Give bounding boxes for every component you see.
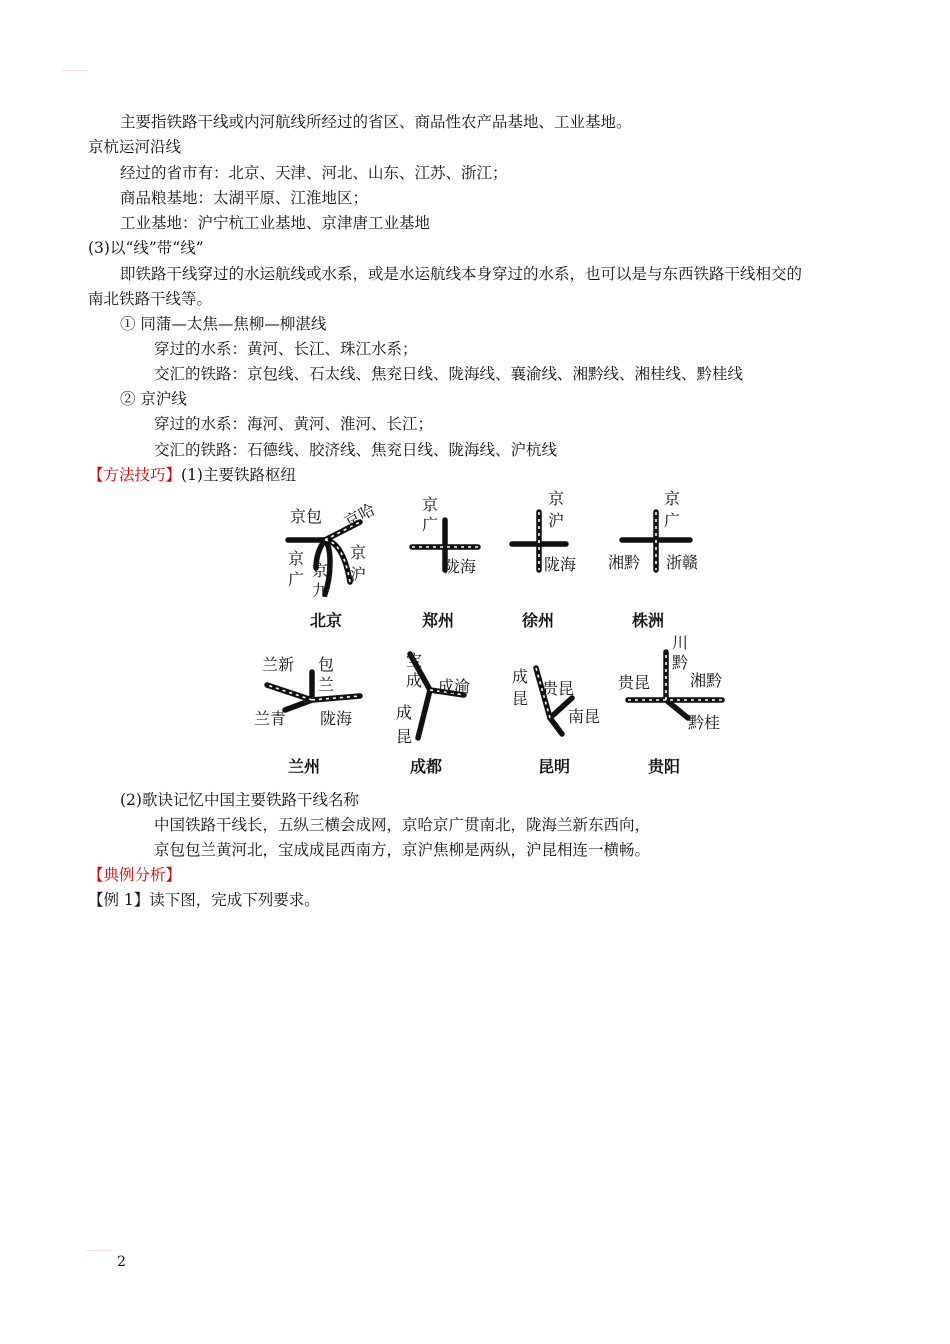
example-analysis-tag: 【典例分析】	[88, 866, 182, 884]
hub-zhuzhou	[608, 490, 698, 630]
label-guikun: 贵昆	[542, 679, 575, 698]
text-line: 工业基地：沪宁杭工业基地、京津唐工业基地	[120, 214, 431, 232]
hub-name: 郑州	[422, 611, 455, 630]
text-line: 即铁路干线穿过的水运航线或水系，或是水运航线本身穿过的水系，也可以是与东西铁路干线相交的	[120, 265, 803, 283]
label-jingjiu: 九	[312, 581, 329, 600]
label-baocheng: 宝	[406, 651, 423, 670]
label-jingguang: 广	[664, 511, 681, 530]
page-number: 2	[117, 1254, 126, 1270]
text-line: 京杭运河沿线	[88, 138, 182, 156]
hub-lanzhou	[254, 655, 360, 776]
example-prompt: 【例 1】读下图，完成下列要求。	[88, 891, 320, 909]
section-heading	[88, 465, 296, 485]
label-jingguang: 广	[288, 570, 305, 589]
hub-name: 北京	[310, 611, 343, 630]
label-jinghu: 沪	[548, 511, 565, 530]
hub-xuzhou	[512, 490, 576, 630]
hub-guiyang	[618, 633, 722, 776]
label-jinghu: 京	[350, 543, 367, 562]
hub-chengdu	[396, 651, 470, 776]
label-chengkun: 昆	[396, 727, 413, 746]
label-jingha: 京哈	[340, 499, 379, 532]
list-item: ② 京沪线	[120, 390, 187, 408]
method-title: (1)主要铁路枢纽	[181, 466, 296, 484]
label-nankun: 南昆	[568, 707, 601, 726]
label-longhai: 陇海	[444, 557, 477, 576]
label-jinghu: 沪	[350, 565, 367, 584]
method-tag: 【方法技巧】	[88, 466, 182, 484]
text-line: 商品粮基地：太湖平原、江淮地区；	[120, 189, 369, 207]
text-line: 交汇的铁路：石德线、胶济线、焦兖日线、陇海线、沪杭线	[154, 441, 558, 459]
label-zhegan: 浙赣	[666, 553, 699, 572]
label-chengkun: 成	[512, 667, 529, 686]
hub-name: 株洲	[632, 611, 665, 630]
label-jinghu: 京	[548, 490, 565, 508]
railway-hubs-figure	[250, 490, 750, 785]
label-baolan: 兰	[318, 675, 335, 694]
label-chuanqian: 黔	[672, 653, 689, 672]
verse-line: 京包包兰黄河北，宝成成昆西南方，京沪焦柳是两纵，沪昆相连一横畅。	[154, 841, 651, 859]
label-lanqing: 兰青	[254, 709, 287, 728]
text-line: 经过的省市有：北京、天津、河北、山东、江苏、浙江；	[120, 164, 508, 182]
label-chengkun: 成	[396, 703, 413, 722]
text-line: 穿过的水系：海河、黄河、淮河、长江；	[154, 415, 434, 433]
label-longhai: 陇海	[320, 709, 353, 728]
label-jingguang: 广	[422, 515, 439, 534]
label-baocheng: 成	[406, 671, 423, 690]
verse-line: 中国铁路干线长，五纵三横会成网，京哈京广贯南北，陇海兰新东西向，	[154, 816, 651, 834]
label-chengyu: 成渝	[438, 677, 471, 696]
text-line: 南北铁路干线等。	[88, 290, 213, 308]
hub-name: 成都	[410, 757, 443, 776]
footer-decoration	[86, 1250, 112, 1251]
hub-kunming	[512, 667, 600, 776]
hub-name: 昆明	[538, 757, 571, 776]
hub-name: 徐州	[522, 611, 555, 630]
label-jingguang: 京	[422, 495, 439, 514]
section-heading: (3)以“线”带“线”	[88, 239, 204, 257]
label-jingguang: 京	[288, 549, 305, 568]
text-line: 主要指铁路干线或内河航线所经过的省区、商品性农产品基地、工业基地。	[120, 113, 632, 131]
label-lanxin: 兰新	[262, 655, 295, 674]
label-longhai: 陇海	[544, 555, 577, 574]
header-decoration	[62, 70, 88, 71]
hub-name: 贵阳	[648, 757, 681, 776]
hub-zhengzhou	[412, 495, 478, 630]
label-jingbao: 京包	[290, 507, 323, 526]
label-jingjiu: 京	[312, 561, 329, 580]
label-baolan: 包	[318, 655, 335, 674]
hub-beijing	[288, 500, 378, 630]
text-line: 交汇的铁路：京包线、石太线、焦兖日线、陇海线、襄渝线、湘黔线、湘桂线、黔桂线	[154, 365, 744, 383]
label-jingguang: 京	[664, 490, 681, 508]
label-qiangui: 黔桂	[688, 713, 721, 732]
text-line: 穿过的水系：黄河、长江、珠江水系；	[154, 340, 418, 358]
list-item: ① 同蒲—太焦—焦柳—柳湛线	[120, 315, 327, 333]
label-chengkun: 昆	[512, 689, 529, 708]
label-xiangqian: 湘黔	[690, 671, 723, 690]
section-heading: (2)歌诀记忆中国主要铁路干线名称	[120, 791, 359, 809]
label-chuanqian: 川	[672, 633, 689, 652]
label-guikun: 贵昆	[618, 673, 651, 692]
label-xiangqian: 湘黔	[608, 553, 641, 572]
hub-name: 兰州	[288, 757, 321, 776]
